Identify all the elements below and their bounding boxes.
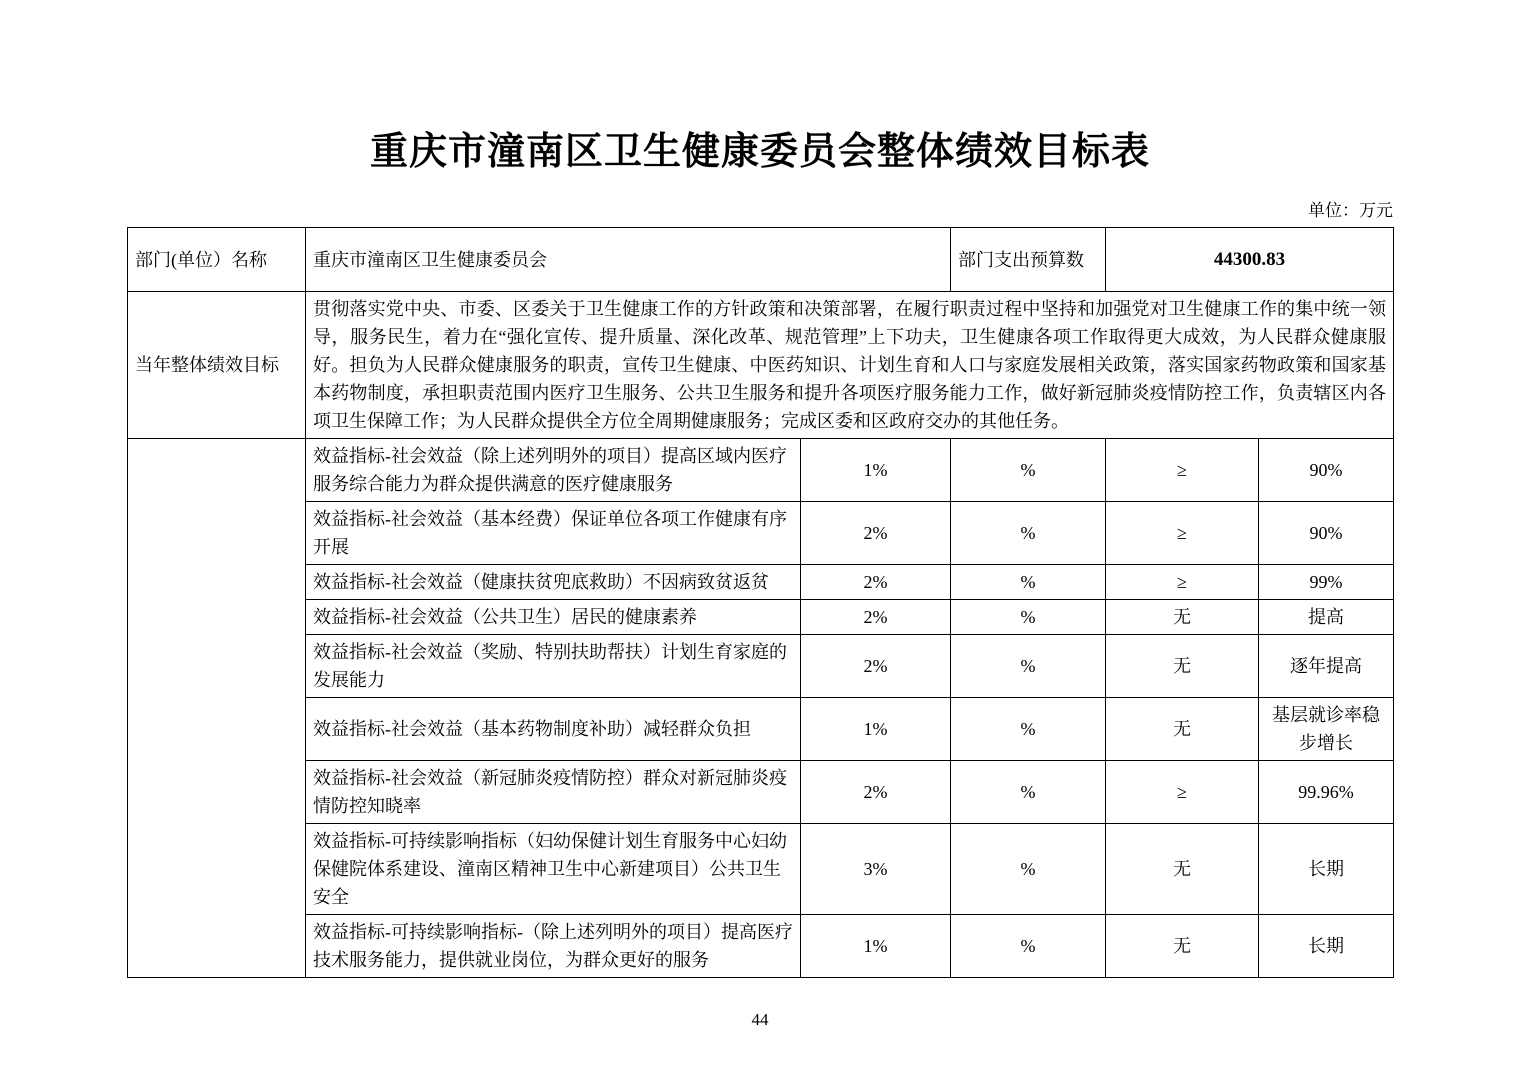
indicator-target: 基层就诊率稳步增长 [1259, 698, 1394, 761]
page-number: 44 [751, 1010, 769, 1029]
indicator-weight: 2% [801, 502, 951, 565]
indicator-weight: 2% [801, 635, 951, 698]
indicator-unit: % [951, 761, 1106, 824]
indicator-desc: 效益指标-社会效益（除上述列明外的项目）提高区域内医疗服务综合能力为群众提供满意的医疗健康服务 [306, 439, 801, 502]
indicator-target: 90% [1259, 502, 1394, 565]
indicator-weight: 1% [801, 915, 951, 978]
indicator-desc: 效益指标-社会效益（健康扶贫兜底救助）不因病致贫返贫 [306, 565, 801, 600]
indicator-target: 提高 [1259, 600, 1394, 635]
indicator-target: 99% [1259, 565, 1394, 600]
indicator-weight: 1% [801, 698, 951, 761]
performance-target-table [127, 227, 1394, 978]
indicator-target: 逐年提高 [1259, 635, 1394, 698]
indicator-operator: ≥ [1106, 502, 1259, 565]
indicator-weight: 2% [801, 600, 951, 635]
indicator-unit: % [951, 698, 1106, 761]
indicator-weight: 1% [801, 439, 951, 502]
indicator-row [128, 915, 1394, 978]
indicator-row [128, 698, 1394, 761]
indicator-weight: 2% [801, 565, 951, 600]
indicator-desc: 效益指标-可持续影响指标-（除上述列明外的项目）提高医疗技术服务能力，提供就业岗位，为群众更好的服务 [306, 915, 801, 978]
indicator-unit: % [951, 915, 1106, 978]
info-row [128, 228, 1394, 292]
indicator-unit: % [951, 565, 1106, 600]
indicator-target: 长期 [1259, 824, 1394, 915]
indicator-operator: ≥ [1106, 761, 1259, 824]
indicator-target: 90% [1259, 439, 1394, 502]
indicator-desc: 效益指标-可持续影响指标（妇幼保健计划生育服务中心妇幼保健院体系建设、潼南区精神卫生中心新建项目）公共卫生安全 [306, 824, 801, 915]
indicator-unit: % [951, 502, 1106, 565]
budget-value: 44300.83 [1106, 228, 1394, 292]
indicator-operator: 无 [1106, 824, 1259, 915]
indicator-unit: % [951, 439, 1106, 502]
indicator-desc: 效益指标-社会效益（公共卫生）居民的健康素养 [306, 600, 801, 635]
indicator-operator: 无 [1106, 600, 1259, 635]
indicator-desc: 效益指标-社会效益（基本药物制度补助）减轻群众负担 [306, 698, 801, 761]
goal-label: 当年整体绩效目标 [128, 292, 306, 439]
indicator-row [128, 439, 1394, 502]
goal-row [128, 292, 1394, 439]
indicator-target: 长期 [1259, 915, 1394, 978]
indicator-group-cell [128, 439, 306, 978]
budget-label: 部门支出预算数 [951, 228, 1106, 292]
indicator-row [128, 502, 1394, 565]
indicator-unit: % [951, 635, 1106, 698]
goal-text: 贯彻落实党中央、市委、区委关于卫生健康工作的方针政策和决策部署，在履行职责过程中坚持和加强党对卫生健康工作的集中统一领导，服务民生，着力在“强化宣传、提升质量、深化改革、规范管理”上下功夫，卫生健康各项工作取得更大成效，为人民群众健康服好。担负为人民群众健康服务的职责，宣传卫生健康、中医药知识、计划生育和人口与家庭发展相关政策，落实国家药物政策和国家基本药物制度，承担职责范围内医疗卫生服务、公共卫生服务和提升各项医疗服务能力工作，做好新冠肺炎疫情防控工作，负责辖区内各项卫生保障工作；为人民群众提供全方位全周期健康服务；完成区委和区政府交办的其他任务。 [306, 292, 1394, 439]
indicator-operator: 无 [1106, 698, 1259, 761]
indicator-desc: 效益指标-社会效益（新冠肺炎疫情防控）群众对新冠肺炎疫情防控知晓率 [306, 761, 801, 824]
indicator-row [128, 824, 1394, 915]
indicator-operator: 无 [1106, 915, 1259, 978]
unit-note: 单位：万元 [1308, 201, 1393, 220]
indicator-desc: 效益指标-社会效益（基本经费）保证单位各项工作健康有序开展 [306, 502, 801, 565]
indicator-unit: % [951, 600, 1106, 635]
dept-label: 部门(单位）名称 [128, 228, 306, 292]
indicator-weight: 2% [801, 761, 951, 824]
indicator-operator: 无 [1106, 635, 1259, 698]
indicator-row [128, 565, 1394, 600]
indicator-weight: 3% [801, 824, 951, 915]
dept-name: 重庆市潼南区卫生健康委员会 [306, 228, 951, 292]
page-title: 重庆市潼南区卫生健康委员会整体绩效目标表 [369, 131, 1150, 173]
indicator-row [128, 600, 1394, 635]
indicator-desc: 效益指标-社会效益（奖励、特别扶助帮扶）计划生育家庭的发展能力 [306, 635, 801, 698]
indicator-target: 99.96% [1259, 761, 1394, 824]
indicator-row [128, 761, 1394, 824]
indicator-operator: ≥ [1106, 439, 1259, 502]
indicator-unit: % [951, 824, 1106, 915]
indicator-operator: ≥ [1106, 565, 1259, 600]
indicator-row [128, 635, 1394, 698]
